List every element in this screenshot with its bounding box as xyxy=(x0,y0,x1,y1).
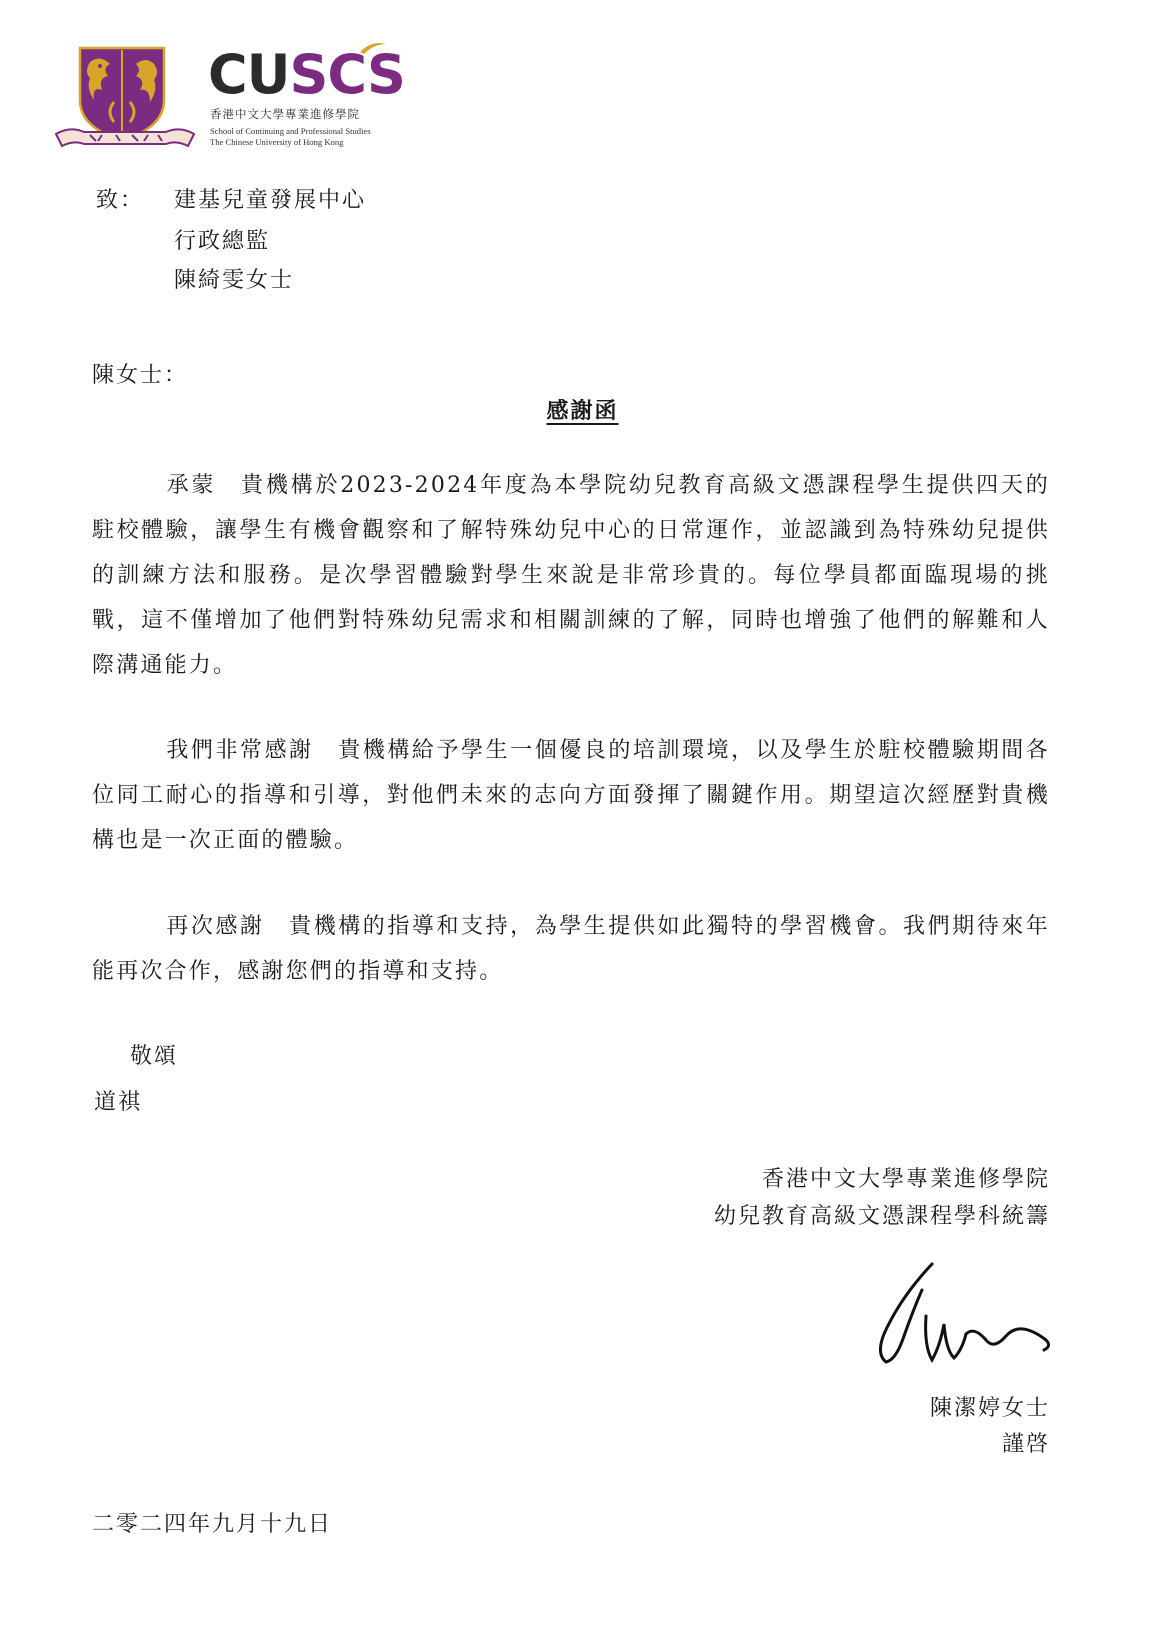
handwritten-signature-icon xyxy=(870,1250,1060,1380)
institution-name-zh: 香港中文大學專業進修學院 xyxy=(210,107,360,121)
salutation: 陳女士： xyxy=(92,363,189,388)
logo-swoosh-icon xyxy=(358,40,388,56)
sender-role: 幼兒教育高級文憑課程學科統籌 xyxy=(713,1204,1050,1229)
subject-title: 感謝函 xyxy=(546,398,619,424)
cuhk-crest-icon xyxy=(50,42,200,156)
recipient-organization: 建基兒童發展中心 xyxy=(174,188,367,213)
body-paragraph-1 xyxy=(92,463,1050,688)
body-paragraph-2-text: 我們非常感謝 貴機構給予學生一個優良的培訓環境，以及學生於駐校體驗期間各位同工耐心的指導和引導，對他們未來的志向方面發揮了關鍵作用。期望這次經歷對貴機構也是一次正面的體驗。 xyxy=(92,738,1050,853)
cuscs-brand xyxy=(208,42,418,152)
letter-date: 二零二四年九月十九日 xyxy=(92,1512,333,1537)
body-paragraph-3-text: 再次感謝 貴機構的指導和支持，為學生提供如此獨特的學習機會。我們期待來年能再次合作，感謝您們的指導和支持。 xyxy=(92,914,1050,984)
recipient-title: 行政總監 xyxy=(174,229,271,254)
body-paragraph-1-text: 承蒙 貴機構於2023-2024年度為本學院幼兒教育高級文憑課程學生提供四天的駐校體驗，讓學生有機會觀察和了解特殊幼兒中心的日常運作，並認識到為特殊幼兒提供的訓練方法和服務。是次學習體驗對學生來說是非常珍貴的。每位學員都面臨現場的挑戰，這不僅增加了他們對特殊幼兒需求和相關訓練的了解，同時也增強了他們的解難和人際溝通能力。 xyxy=(92,473,1050,678)
recipient-label: 致： xyxy=(96,188,145,213)
recipient-name: 陳綺雯女士 xyxy=(174,268,295,293)
closing-line-1: 敬頌 xyxy=(130,1044,179,1069)
body-paragraph-3 xyxy=(92,904,1050,994)
closing-line-2: 道祺 xyxy=(94,1090,143,1115)
respect-closing: 謹啓 xyxy=(1001,1432,1050,1457)
brand-cu: CU xyxy=(208,43,290,106)
letterhead xyxy=(50,36,410,156)
institution-name-en: School of Continuing and Professional Studies xyxy=(210,126,371,136)
university-name-en: The Chinese University of Hong Kong xyxy=(210,137,344,147)
sender-institution: 香港中文大學專業進修學院 xyxy=(761,1167,1050,1192)
body-paragraph-2 xyxy=(92,728,1050,863)
signer-name: 陳潔婷女士 xyxy=(929,1396,1050,1421)
brand-scs: SCS xyxy=(289,43,405,106)
